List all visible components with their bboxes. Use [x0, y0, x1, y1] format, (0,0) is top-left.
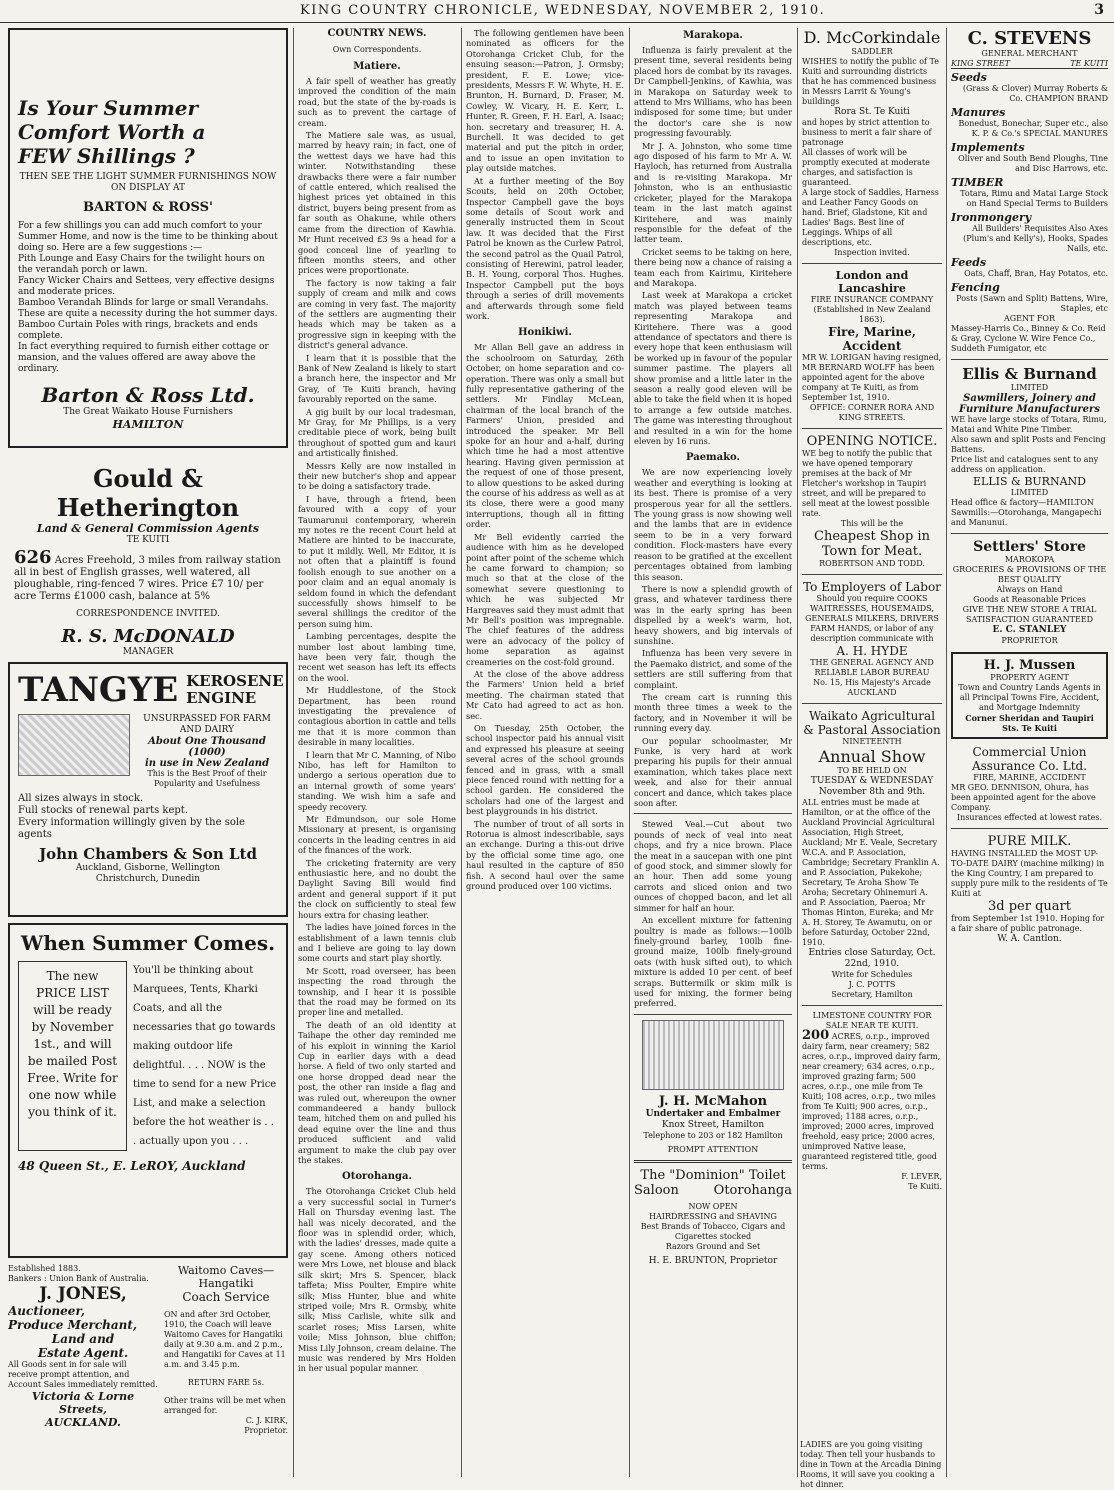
tangye-l1: UNSURPASSED FOR FARM — [143, 714, 271, 724]
leroy-head: When Summer Comes. — [20, 931, 276, 955]
barton-town: HAMILTON — [112, 418, 184, 431]
matiere-paragraph: Mr Edmundson, our sole Home Missionary at present, is organising concerts in the leading centres in aid of the finances of the work. — [298, 814, 456, 856]
col3-body-honikiwi — [466, 342, 624, 891]
barton-s2: Fancy Wicker Chairs and Settees, very effective designs and moderate prices. — [18, 276, 275, 297]
ellis-p3: Price list and catalogues sent to any address on application. — [951, 455, 1099, 474]
news-otorohanga-head: Otorohanga. — [342, 1171, 412, 1183]
stevens-head: C. STEVENS — [967, 28, 1092, 49]
mck-title: SADDLER — [851, 47, 893, 56]
limestone-head: LIMESTONE COUNTRY FOR SALE NEAR TE KUITI. — [812, 1011, 932, 1030]
ll-head: London and Lancashire — [835, 269, 909, 295]
dominion-l2: Best Brands of Tobacco, Cigars and Cigarettes stocked — [640, 1221, 786, 1241]
news-matiere-head: Matiere. — [353, 61, 401, 72]
barton-intro: For a few shillings you can add much comfort to your Summer Home, and now is the time to be thinking about doing so. Here are a few suggestions :— — [18, 221, 278, 253]
column-country-news — [298, 28, 456, 1477]
stevens-title: GENERAL MERCHANT — [981, 49, 1078, 58]
tangye-ad — [8, 662, 288, 917]
tangye-l5: This is the Best Proof of their Popularity and Usefulness — [147, 769, 267, 788]
stevens-item-head: TIMBER — [951, 176, 1004, 189]
stevens-item-head: Ironmongery — [951, 211, 1032, 224]
page-number: 3 — [1094, 2, 1104, 18]
waikato-date: TUESDAY & WEDNESDAY November 8th and 9th. — [810, 776, 934, 797]
matiere-paragraph: Messrs Kelly are now installed in their new butcher's shop and appear to be doing a satisfactory trade. — [298, 460, 456, 492]
dominion-l3: Razors Ground and Set — [665, 1241, 761, 1251]
barton-s1: Pith Lounge and Easy Chairs for the twilight hours on the verandah porch or lawn. — [18, 254, 265, 275]
engine-illustration — [18, 714, 130, 776]
stevens-item-head: Fencing — [951, 281, 1000, 294]
barton-name: Barton & Ross Ltd. — [41, 383, 255, 407]
leroy-ad — [8, 923, 288, 1258]
barton-l2: Comfort Worth a — [18, 120, 206, 144]
mck-p3: All classes of work will be promptly executed at moderate charges, and satisfaction is guaranteed. — [802, 148, 930, 187]
settlers-prop: PROPRIETOR — [1001, 636, 1058, 645]
matiere-paragraph: Mr Huddlestone, of the Stock Department, has been round investigating the prevalence of contagious abortion in cattle and tells me that it is more common than desirable in many localities. — [298, 685, 456, 748]
employers-title: THE GENERAL AGENCY AND RELIABLE LABOR BUREAU — [810, 658, 934, 677]
jones-ad — [8, 1264, 158, 1436]
stevens-item-text: Oliver and South Bend Ploughs, Tine and Disc Harrows, etc. — [958, 154, 1108, 173]
news-otorohanga-body — [298, 1186, 456, 1373]
ladies-notice: LADIES are you going visiting today. Then tell your husbands to dine in Town at the Arcadia Dining Rooms, it will save you cooking a hot dinner. — [800, 1440, 942, 1489]
barton-l3: FEW Shillings ? — [18, 144, 195, 168]
news-paemako-head: Paemako. — [685, 452, 741, 464]
honikiwi-paragraph: Mr Bell evidently carried the audience with him as he developed point after point of the scheme which he came forward to champion; so much so that at the close of the somewhat severe questioning to which he was subjected Mr Hargreaves said they must admit that Mr Bell's position was impregnable. The chief features of the address were an advocacy of the policy of home separation as against creameries on the cost-fold ground. — [466, 531, 624, 667]
jones-note: All Goods sent in for sale will receive prompt attention, and Account Sales immediately remitted. — [8, 1360, 158, 1389]
ellis-head: Ellis & Burnand — [962, 365, 1097, 383]
mussen-addr: Corner Sheridan and Taupiri Sts. Te Kuiti — [965, 713, 1094, 733]
tangye-a3: Every information willingly given by the sole agents — [18, 817, 245, 840]
gould-mgr-title: MANAGER — [122, 647, 174, 657]
settlers-p2: Always on Hand — [996, 585, 1063, 594]
milk-p: HAVING INSTALLED the MOST UP-TO-DATE DAIRY (machine milking) in the King Country, I am prepared to supply pure milk to the residents of Te Kuiti at — [951, 849, 1108, 898]
paemako-paragraph: Our popular schoolmaster, Mr Funke, is very hard at work preparing his pupils for their annual examination, which takes place next week, and also for their annual concert and dance, which takes place soon after. — [634, 735, 792, 809]
gould-mgr: R. S. McDONALD — [61, 626, 235, 647]
waitomo-h1: Waitomo Caves—Hangatiki — [177, 1264, 275, 1290]
tangye-addr1: Auckland, Gisborne, Wellington — [75, 863, 221, 873]
jones-bank: Bankers : Union Bank of Australia. — [8, 1274, 149, 1283]
waikato-show: Annual Show — [818, 747, 926, 766]
poultry-mixture: An excellent mixture for fattening poultry is made as follows:—100lb finely-ground barley, 100lb fine-ground maize, 100lb finely-ground oats (with husk sifted out), to which mixture is added 10 per cent. of beef scraps. Buttermilk or skim milk is used for mixing, the former being preferred. — [634, 915, 792, 1009]
column-ads-5 — [802, 28, 942, 1477]
mcmahon-name: J. H. McMahon — [658, 1093, 768, 1109]
dominion-head: The "Dominion" Toilet — [640, 1167, 786, 1183]
gould-town: TE KUITI — [126, 535, 170, 545]
waikato-p: ALL entries must be made at Hamilton, or at the office of the Auckland Provincial Agricultural Association, High Street, Auckland; Mr E. Veale, Secretary W.C.A. and P. Association, Cambridge; Secretary Franklin A. and P. Association, Pukekohe; Secretary, Te Aroha Show Te Aroha; Secretary Ohinemuri A. and P. Association, Paeroa; Mr Thomas Hinton, Eureka; and Mr A. H. Storey, Te Awamutu, on or before Saturday, October 22nd, 1910. — [802, 798, 940, 947]
col4-body-marakopa — [634, 45, 792, 446]
ellis-saw: Sawmills:—Otorohanga, Mangapechi and Manunui. — [951, 508, 1102, 527]
ll-p: MR W. LORIGAN having resigned, MR BERNARD WOLFF has been appointed agent for the above company at Te Kuiti, as from September 1st, 1910. — [802, 353, 942, 402]
ll-title: FIRE INSURANCE COMPANY — [810, 295, 934, 304]
stevens-item — [951, 106, 1108, 139]
cu-p2: Insurances effected at lowest rates. — [957, 813, 1102, 822]
opening-will: This will be the — [840, 519, 904, 528]
barton-l4: THEN SEE THE LIGHT SUMMER FURNISHINGS NOW ON DISPLAY AT — [19, 172, 277, 193]
paemako-paragraph: We are now experiencing lovely weather and everything is looking at its best. There is promise of a very prosperous year for all the settlers. The young grass is now showing well and the lambs that are in evidence seem to be in a very forward condition. Flock-masters have every reason to be gratified at the excellent percentages obtained from lambing this season. — [634, 467, 792, 582]
matiere-paragraph: The cricketing fraternity are very enthusiastic here, and no doubt the Daylight Saving Bill would find ardent and general support if it put the clock on sufficiently to steal few hours extra for chasing leather. — [298, 857, 456, 920]
barton-s5: In fact everything required to furnish either cottage or mansion, and the values offered are away above the ordinary. — [18, 342, 269, 374]
matiere-paragraph: A fair spell of weather has greatly improved the condition of the main road, but the state of the by-roads is such as to prevent the cartage of cream. — [298, 76, 456, 128]
ll-est: (Established in New Zealand 1863). — [813, 305, 931, 324]
waitomo-text: ON and after 3rd October, 1910, the Coach will leave Waitomo Caves for Hangatiki daily at 9.30 a.m. and 2 p.m., and Hangatiki for Caves at 11 a.m. and 3.45 p.m. — [164, 1310, 286, 1369]
milk-head: PURE MILK. — [987, 834, 1072, 849]
tangye-l2: AND DAIRY — [179, 725, 235, 735]
leroy-left: The new PRICE LIST will be ready by November 1st., and will be mailed Post Free. Write for one now while you think of it. — [18, 961, 127, 1151]
matiere-paragraph: The Matiere sale was, as usual, marred by heavy rain; in fact, one of the wettest days we have had this winter. Notwithstanding these drawbacks there were a fair number of cattle entered, which realised the highest prices yet obtained in this district, buyers being present from as far south as Ohakune, while others came from the direction of Kawhia. Mr Hunt received £3 9s a head for a good conceal line of yearling to fifteen months steers, and other prices were proportionate. — [298, 130, 456, 276]
cu-p: MR GEO. DENNISON, Ohura, has been appointed agent for the above Company. — [951, 783, 1096, 812]
jones-l1: Auctioneer, — [8, 1304, 86, 1318]
ll-head2: Fire, Marine, Accident — [828, 325, 916, 353]
stevens-item-text: Bonedust, Bonechar, Super etc., also K. P. & Co.'s SPECIAL MANURES — [958, 119, 1108, 138]
opening-sig: ROBERTSON AND TODD. — [819, 559, 925, 568]
ellis-ho: Head office & factory—HAMILTON — [951, 498, 1094, 507]
jones-l4: Estate Agent. — [37, 1346, 129, 1360]
mussen-ad — [951, 652, 1108, 739]
waikato-sig-title: Secretary, Hamilton — [831, 990, 913, 999]
dominion-l1: HAIRDRESSING and SHAVING — [649, 1211, 777, 1221]
matiere-paragraph: I learn that it is possible that the Bank of New Zealand is likely to start a branch here, the inspector and Mr Gray, of Te Kuiti branch, having favourably reported on the same. — [298, 352, 456, 405]
stevens-street: KING STREET — [951, 59, 1010, 68]
waikato-sig: J. C. POTTS — [848, 980, 896, 989]
gould-name: Gould & Hetherington — [56, 464, 240, 522]
settlers-town: MAROKOPA — [1004, 555, 1055, 564]
barton-s3: Bamboo Verandah Blinds for large or small Verandahs. These are quite a necessity during the hot summer days. — [18, 298, 278, 319]
leroy-foot-r: Auckland — [182, 1159, 246, 1173]
tangye-a2: Full stocks of renewal parts kept. — [18, 805, 188, 816]
milk-p2: from September 1st 1910. Hoping for a fair share of public patronage. — [951, 914, 1105, 933]
col3-paragraph: At a further meeting of the Boy Scouts, held on 20th October, Inspector Campbell gave the boys some details of Scout work and generally instructed them in Scout law. It was decided that the First Patrol be known as the Curlew Patrol, the second patrol as the Quail Patrol, consisting of Herewini, patrol leader, B. H. Young, corporal Thos. Hughes. Inspector Campbell put the boys through a series of drill movements and afterwards through some field work. — [466, 175, 624, 321]
tangye-a1: All sizes always in stock. — [18, 793, 144, 804]
limestone-sig: F. LEVER, — [901, 1172, 942, 1181]
tangye-name: TANGYE — [18, 670, 179, 710]
barton-sub: The Great Waikato House Furnishers — [63, 407, 233, 417]
opening-head: OPENING NOTICE. — [806, 434, 938, 449]
mck-p4: A large stock of Saddles, Harness and Leather Fancy Goods on hand. Brief, Gladstone, Kit and Ladies' Bags. Best line of Leggings. Whips of all descriptions, etc. — [802, 188, 939, 247]
honikiwi-paragraph: The number of trout of all sorts in Rotorua is almost indescribable, says an exchange. During a this-out drive by the official some time ago, one haul resulted in the capture of 850 fish. A second haul over the same ground produced over 100 victims. — [466, 818, 624, 892]
hearse-illustration — [642, 1020, 784, 1090]
dominion-head2: Saloon — [634, 1182, 679, 1198]
dominion-open: NOW OPEN — [688, 1201, 738, 1211]
leroy-right: You'll be thinking about Marquees, Tents, Kharki Coats, and all the necessaries that go towards making outdoor life delightful. . . . NOW is the time to send for a new Price List, and make a selection before the hot weather is . . . actually upon you . . . — [133, 965, 277, 1147]
waikato-head: Waikato Agricultural & Pastoral Association — [803, 709, 941, 737]
stevens-item-text: Oats, Chaff, Bran, Hay Potatos, etc. — [964, 269, 1108, 278]
jones-est: Established 1883. — [8, 1264, 81, 1273]
matiere-paragraph: Mr Scott, road overseer, has been inspecting the road through the township, and I hear it is possible that the road may be formed on its proper line and metalled. — [298, 965, 456, 1018]
dominion-prop: H. E. BRUNTON, Proprietor — [648, 1255, 778, 1266]
paemako-paragraph: The cream cart is running this month three times a week to the factory, and in November it will be running every day. — [634, 691, 792, 734]
column-ads-6 — [951, 28, 1108, 1477]
honikiwi-paragraph: On Tuesday, 25th October, the school inspector paid his annual visit and expressed his pleasure at seeing several acres of the school grounds fenced and in grass, with a small piece fenced round with netting for a school garden. He considered the scholars had one of the largest and best playgrounds in his district. — [466, 723, 624, 817]
jones-name: J. JONES, — [39, 1284, 127, 1304]
col3-body-top — [466, 28, 624, 321]
gould-text: Acres Freehold, 3 miles from railway station all in best of English grasses, well watered, all ploughable, ring-fenced 7 wires. Price £7 10/ per acre Terms £1000 cash, balance at 5% — [14, 555, 281, 602]
masthead — [0, 0, 1114, 23]
honikiwi-paragraph: Mr Allan Bell gave an address in the schoolroom on Saturday, 26th October, on home separation and co-operation. There was only a small but fully representative gathering of the settlers. Mr Findlay McLean, chairman of the local branch of the Farmers' Union, presided and introduced the speaker. Mr Bell spoke for an hour and a-half, during which time he had a most attentive hearing. Having given permission at the request of one of those present, to allow questions to be asked during the course of his address as well as at its close, there were a good many interruptions, though all in fitting order. — [466, 342, 624, 530]
settlers-name: E. C. STANLEY — [992, 625, 1067, 635]
jones-l3: Land and — [51, 1332, 115, 1346]
tangye-k2: ENGINE — [186, 689, 257, 707]
matiere-paragraph: The death of an old identity at Taihape the other day reminded me of his exploit in winning the Kariol Cup in earlier days with a dead horse. A field of two only started and one horse dropped dead near the post, the other ran inside a flag and was ruled out, whereupon the owner commandeered a handy bullock team, hitched them on and pulled his dead equine over the line and thus produced sufficient and valid argument to make the club pay over the stakes. — [298, 1019, 456, 1166]
stevens-item-head: Manures — [951, 106, 1006, 119]
tangye-k1: KEROSENE — [186, 672, 284, 690]
waitomo-fare: RETURN FARE 5s. — [187, 1378, 265, 1387]
gould-invite: CORRESPONDENCE INVITED. — [76, 609, 220, 619]
jones-addr2: AUCKLAND. — [45, 1416, 121, 1429]
limestone-num: 200 — [802, 1028, 830, 1043]
waikato-nineteenth: NINETEENTH — [842, 737, 902, 746]
settlers-p: GROCERIES & PROVISIONS OF THE BEST QUALITY — [952, 565, 1107, 584]
waikato-write: Write for Schedules — [831, 970, 913, 979]
marakopa-paragraph: Influenza is fairly prevalent at the present time, several residents being placed hors de combat by its ravages. Dr Campbell-Jenkins, of Kawhia, was in Marakopa on Saturday week to attend to Mrs Williams, who has been indisposed for some time; but under the doctor's care she is now progressing favourably. — [634, 45, 792, 139]
stevens-item — [951, 281, 1108, 314]
barton-s4: Bamboo Curtain Poles with rings, brackets and ends complete. — [18, 320, 258, 341]
news-head: COUNTRY NEWS. — [327, 28, 427, 39]
mck-name: D. McCorkindale — [803, 28, 941, 47]
stevens-item — [951, 256, 1108, 279]
marakopa-paragraph: Cricket seems to be taking on here, there being now a chance of raising a team each from Kairimu, Kiritehere and Marakopa. — [634, 246, 792, 288]
col3-paragraph: The following gentlemen have been nominated as officers for the Otorohanga Cricket Club, for the ensuing season:—Patron, J. Ormsby; president, F. E. Lowe; vice-presidents, Messrs F. W. Whyte, H. E. Brunton, H. Burnard, D. Fraser, M. Cowley, W. Vicary, H. E. Kerr, L. Hunter, R. Green, F. H. Earl, A. Isaac; hon. secretary and treasurer, H. A. Burchell. It was decided to get material and put the pitch in order, and to issue an open invitation to play outside matches. — [466, 28, 624, 174]
stevens-items — [951, 71, 1108, 314]
mck-street: Rora St. Te Kuiti — [834, 107, 910, 117]
news-honikiwi-head: Honikiwi. — [518, 327, 572, 339]
stevens-item — [951, 211, 1108, 254]
paemako-paragraph: There is now a splendid growth of grass, and whatever tardiness there was in the early spring has been dispelled by a week's warm, hot, heavy showers, and big intervals of sunshine. — [634, 583, 792, 646]
ellis-p: WE have large stocks of Totara, Rimu, Matai and White Pine Timber. — [951, 415, 1107, 434]
ll-office: OFFICE: CORNER RORA AND KING STREETS. — [809, 403, 935, 422]
stevens-agent: AGENT FOR — [1003, 314, 1056, 323]
marakopa-paragraph: Last week at Marakopa a cricket match was played between teams representing Marakopa and Kiritehere. There was a good attendance of spectators and there is every hope that keen enthusiasm will be worked up in favour of the popular summer pastime. The players all show promise and a little later in the season a really good eleven will be able to take the field when it is hoped to arrange a few outside matches. The game was interesting throughout and resulted in a win for the home eleven by 16 runs. — [634, 290, 792, 447]
employers-head: To Employers of Labor — [803, 580, 941, 594]
news-sub: Own Correspondents. — [332, 45, 422, 54]
cu-head: Commercial Union Assurance Co. Ltd. — [971, 745, 1088, 773]
col4-body-paemako — [634, 467, 792, 808]
ellis-head2: ELLIS & BURNAND — [973, 475, 1086, 488]
matiere-paragraph: A gig built by our local tradesman, Mr Gray, for Mr Phillips, is a very creditable piece of work, being built throughout of spotted gum and kauri and artistically finished. — [298, 406, 456, 459]
stevens-item-text: All Builders' Requisites Also Axes (Plum's and Kelly's), Hooks, Spades Nails, etc. — [963, 224, 1108, 253]
employers-addr: No. 15, His Majesty's Arcade — [813, 678, 931, 687]
ellis-title: Sawmillers, Joinery and Furniture Manufacturers — [959, 393, 1100, 415]
gould-ad — [8, 454, 288, 662]
gould-sub: Land & General Commission Agents — [36, 522, 260, 535]
otorohanga-paragraph: The Otorohanga Cricket Club held a very successful social in Turner's Hall on Thursday evening last. The hall was nicely decorated, and the floor was in splendid order, which, with the ladies' dresses, made quite a gay scene. Among others noticed were Mrs Lowe, net blouse and black silk skirt; Mrs S. Spencer, black taffeta; Miss Poulter, Empire white silk; Miss Hunter, blue and white striped voile; Mrs R. Ormsby, white silk; Miss Carlisle, white silk and scarlet roses; Miss Larsen, white voile; Miss Johnson, blue chiffon; Miss Lily Johnson, cream delaine. The music was rendered by Mrs Holden in her usual popular manner. — [298, 1186, 456, 1374]
waikato-held: TO BE HELD ON — [837, 766, 907, 775]
mcmahon-addr: Knox Street, Hamilton — [661, 1119, 765, 1130]
barton-l5: BARTON & ROSS' — [83, 200, 213, 215]
barton-l1: Is Your Summer — [18, 96, 199, 120]
marakopa-paragraph: Mr J. A. Johnston, who some time ago disposed of his farm to Mr A. W. Hayloch, has returned from Australia and is re-visiting Marakopa. Mr Johnston, who is an enthusiastic cricketer, played for the Marakopa team in the last match against Kiritehere, and was mainly responsible for the defeat of the latter team. — [634, 140, 792, 245]
stewed-veal: Stewed Veal.—Cut about two pounds of neck of veal into neat chops, and fry a nice brown. Place the meat in a saucepan with one pint of good stock, and simmer slowly for an hour. Then add some young carrots and sliced onion and two ounces of chopped bacon, and let all simmer for half an hour. — [634, 819, 792, 913]
opening-cheapest: Cheapest Shop in Town for Meat. — [814, 529, 930, 559]
stevens-item-text: Posts (Sawn and Split) Battens, Wire, Staples, etc — [956, 294, 1108, 313]
matiere-paragraph: Lambing percentages, despite the number lost about lambing time, have been very fair, though the recent wet season has left its effects on the wool. — [298, 631, 456, 683]
dominion-town: Otorohanga — [713, 1182, 792, 1198]
matiere-paragraph: I learn that Mr C. Manning, of Nibo Nibo, has left for Hamilton to undergo a serious operation due to an internal growth of some years' standing. We wish him a safe and speedy recovery. — [298, 749, 456, 812]
stevens-item-text: (Grass & Clover) Murray Roberts & Co. CHAMPION BRAND — [962, 84, 1108, 103]
stevens-item-text: Totara, Rimu and Matai Large Stock on Hand Special Terms to Builders — [960, 189, 1108, 208]
waitomo-ad — [164, 1264, 288, 1436]
cu-title: FIRE, MARINE, ACCIDENT — [973, 773, 1086, 782]
mcmahon-prompt: PROMPT ATTENTION — [667, 1144, 759, 1154]
employers-city: AUCKLAND — [847, 688, 897, 697]
column-news-3 — [466, 28, 624, 1477]
news-matiere-body — [298, 76, 456, 1165]
stevens-item — [951, 141, 1108, 174]
tangye-l3: About One Thousand (1000) — [148, 736, 266, 758]
milk-sig: W. A. Cantlon. — [997, 934, 1062, 944]
masthead-title: KING COUNTRY CHRONICLE, WEDNESDAY, NOVEMBER 2, 1910. — [300, 3, 826, 18]
stevens-item-head: Feeds — [951, 256, 987, 269]
matiere-paragraph: The factory is now taking a fair supply of cream and milk and cows are coming in very fast. The majority of the settlers are augmenting their heads which may be taken as a progressive sign in keeping with the district's general advance. — [298, 277, 456, 351]
matiere-paragraph: The ladies have joined forces in the establishment of a lawn tennis club and I believe are going to lay down some courts and start play shortly. — [298, 922, 456, 964]
settlers-head: Settlers' Store — [973, 539, 1086, 555]
stevens-item-head: Seeds — [951, 71, 987, 84]
mussen-title: PROPERTY AGENT — [990, 673, 1069, 682]
employers-p: Should you require COOKS WAITRESSES, HOUSEMAIDS, GENERALS MILKERS, DRIVERS FARM HANDS, or labor of any description communicate with — [805, 594, 939, 643]
tangye-co: John Chambers & Son Ltd — [39, 845, 257, 863]
settlers-p3: Goods at Reasonable Prices — [973, 595, 1086, 604]
milk-price: 3d per quart — [988, 899, 1071, 914]
mussen-p: Town and Country Lands Agents in all Principal Towns Fire, Accident, and Mortgage Indemnity — [958, 683, 1101, 712]
leroy-foot-l: 48 Queen St., — [18, 1159, 109, 1173]
waitomo-sig: C. J. KIRK, — [245, 1416, 288, 1425]
mck-p: WISHES to notify the public of Te Kuiti and surrounding districts that he has commenced business in Messrs Larrit & Young's buildings — [802, 57, 939, 106]
waitomo-h2: Coach Service — [182, 1290, 270, 1304]
mck-p2: and hopes by strict attention to business to merit a fair share of patronage — [802, 118, 932, 147]
mck-inv: Inspection invited. — [834, 248, 910, 257]
stevens-item-head: Implements — [951, 141, 1025, 154]
stevens-agent-p: Massey-Harris Co., Binney & Co. Reid & Gray, Cyclone W. Wire Fence Co., Suddeth Fumigator, etc — [951, 324, 1106, 353]
opening-p: WE beg to notify the public that we have opened temporary premises at the back of Mr Fletcher's workshop in Taupiri street, and will be prepared to sell meat at the lowest possible rate. — [802, 449, 932, 518]
ellis-limited2: LIMITED — [1010, 488, 1049, 497]
ellis-limited: LIMITED — [1010, 383, 1049, 392]
limestone-p: ACRES, o.r.p., improved dairy farm, near creamery; 582 acres, o.r.p., improved dairy farm, near creamery; 634 acres, o.r.p., improved grazing farm; 500 acres, o.r.p., one mile from Te Kuiti; 108 acres, o.r.p., two miles from Te Kuiti; 900 acres, o.r.p., improved; 1188 acres, o.r.p., improved; 2000 acres, improved freehold, easy price; 2000 acres, unimproved Native lease, guaranteed registered title, good terms. — [802, 1032, 941, 1171]
mcmahon-tel: Telephone to 203 or 182 Hamilton — [643, 1130, 783, 1140]
matiere-paragraph: I have, through a friend, been favoured with a copy of your Taumarunui contemporary, wherein my notes re the recent Court held at Matiere are hinted to be inaccurate, to put it mildly. Well, Mr Editor, it is not often that a plaintiff is found foolish enough to sue another on a poor claim and an equal anomaly is seldom found in which the defendant successfully shows himself to be several shillings the creditor of the person suing him. — [298, 493, 456, 629]
limestone-sig-title: Te Kuiti. — [908, 1182, 942, 1191]
barton-ross-ad — [8, 28, 288, 448]
mcmahon-title: Undertaker and Embalmer — [645, 1108, 781, 1119]
tangye-l4: in use in New Zealand — [144, 758, 270, 769]
jones-addr1: Victoria & Lorne Streets, — [31, 1390, 135, 1416]
column-ads-left — [8, 28, 288, 1477]
news-marakopa-head: Marakopa. — [683, 30, 743, 41]
stevens-item — [951, 71, 1108, 104]
waitomo-sig-title: Proprietor. — [244, 1426, 288, 1435]
leroy-foot-m: E. LeROY, — [112, 1159, 179, 1173]
gould-num: 626 — [14, 547, 52, 568]
waitomo-other: Other trains will be met when arranged for. — [164, 1396, 286, 1415]
tangye-addr2: Christchurch, Dunedin — [95, 874, 201, 884]
mussen-head: H. J. Mussen — [983, 658, 1076, 673]
waikato-close: Entries close Saturday, Oct. 22nd, 1910. — [808, 948, 936, 969]
stevens-item — [951, 176, 1108, 209]
employers-name: A. H. HYDE — [836, 644, 908, 658]
column-news-4 — [634, 28, 792, 1477]
jones-l2: Produce Merchant, — [8, 1318, 138, 1332]
paemako-paragraph: Influenza has been very severe in the Paemako district, and some of the settlers are still suffering from that complaint. — [634, 648, 792, 690]
stevens-town: TE KUITI — [1070, 59, 1108, 68]
ellis-p2: Also sawn and split Posts and Fencing Battens. — [951, 435, 1106, 454]
settlers-p4: GIVE THE NEW STORE A TRIAL SATISFACTION GUARANTEED — [962, 605, 1097, 624]
honikiwi-paragraph: At the close of the above address the Farmers' Union held a brief meeting. The chairman stated that Mr Cato had agreed to act as hon. sec. — [466, 668, 624, 721]
